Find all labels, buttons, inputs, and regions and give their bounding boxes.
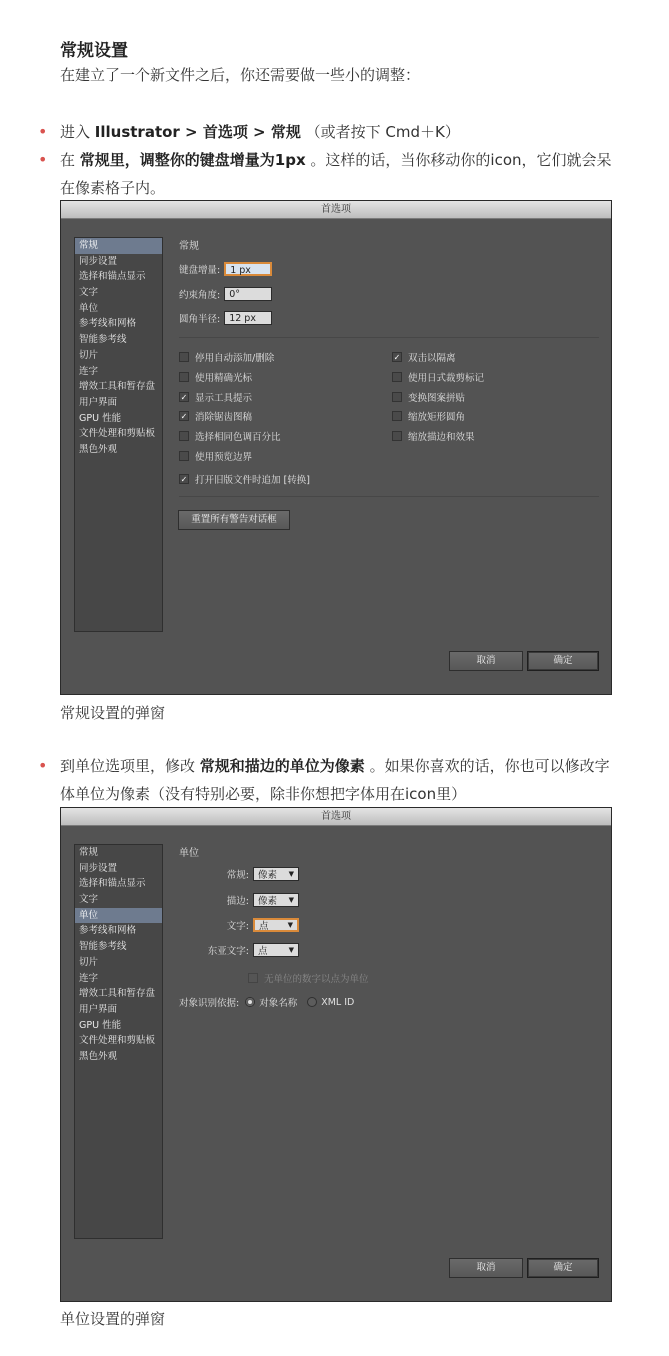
- sidebar-item-guides[interactable]: 参考线和网格: [79, 925, 137, 937]
- bullet-list-1: [38, 118, 618, 202]
- list-item: • 进入 Illustrator > 首选项 > 常规 （或者按下 Cmd＋K）: [38, 118, 618, 146]
- caption-units: 单位设置的弹窗: [60, 1310, 166, 1328]
- general-pane: [179, 237, 599, 260]
- sidebar-item-sync[interactable]: 同步设置: [79, 862, 118, 874]
- check-preview-bounds[interactable]: 使用预览边界: [179, 449, 252, 463]
- sidebar-item-ui[interactable]: 用户界面: [79, 1003, 118, 1015]
- check-anti-aliased[interactable]: ✓ 消除锯齿图稿: [180, 411, 253, 423]
- ok-button[interactable]: 确定: [527, 651, 599, 671]
- check-scale-corners[interactable]: 缩放矩形圆角: [392, 409, 465, 423]
- sidebar-item-black[interactable]: 黑色外观: [79, 443, 118, 455]
- check-scale-strokes[interactable]: 缩放描边和效果: [392, 429, 475, 443]
- sidebar-item-clipboard[interactable]: 文件处理和剪贴板: [79, 428, 156, 440]
- list-item: • 在 常规里，调整你的键盘增量为1px 。这样的话，当你移动你的icon，它们就会呆在像素格子内。: [38, 146, 618, 202]
- sidebar-item-guides[interactable]: 参考线和网格: [79, 318, 137, 330]
- list-item: • 到单位选项里，修改 常规和描边的单位为像素 。如果你喜欢的话，你也可以修改字体单位为像素（没有特别必要，除非你想把字体用在icon里）: [38, 752, 618, 808]
- sidebar-item-plugins[interactable]: 增效工具和暂存盘: [79, 988, 156, 1000]
- sidebar-item-general[interactable]: 常规: [75, 238, 162, 254]
- checkbox-icon: [392, 392, 402, 402]
- checkbox-icon: [179, 352, 189, 362]
- radio-xml-id[interactable]: [307, 997, 317, 1007]
- checkmark-icon: ✓: [180, 474, 188, 484]
- cancel-button[interactable]: 取消: [449, 1258, 523, 1278]
- checkbox-icon: [179, 451, 189, 461]
- sidebar-item-plugins[interactable]: 增效工具和暂存盘: [79, 381, 156, 393]
- checkbox-icon: [392, 372, 402, 382]
- preferences-sidebar: [74, 844, 163, 1239]
- dialog-title: 首选项: [61, 201, 611, 219]
- sidebar-item-selection[interactable]: 选择和锚点显示: [79, 271, 146, 283]
- divider: [179, 496, 599, 497]
- pane-heading: 常规: [179, 241, 199, 252]
- dropdown-arrow-icon: ▼: [288, 896, 294, 904]
- radio-object-name[interactable]: [245, 997, 255, 1007]
- corner-radius-input[interactable]: 12 px: [224, 311, 272, 325]
- pane-heading: 单位: [179, 848, 199, 859]
- sidebar-item-slices[interactable]: 切片: [79, 956, 99, 968]
- sidebar-item-hyphenation[interactable]: 连字: [79, 972, 99, 984]
- caption-general: 常规设置的弹窗: [60, 704, 166, 722]
- sidebar-item-ui[interactable]: 用户界面: [79, 396, 118, 408]
- field-label: 圆角半径:: [179, 314, 221, 325]
- units-type-select[interactable]: 点 ▼: [253, 918, 299, 932]
- constrain-angle-input[interactable]: 0°: [224, 287, 272, 301]
- bullet-dot-icon: •: [38, 150, 48, 169]
- constrain-angle-row: [179, 287, 272, 301]
- field-label: 描边:: [226, 896, 249, 907]
- dropdown-arrow-icon: ▼: [287, 921, 293, 929]
- check-double-click-isolate[interactable]: ✓ 双击以隔离: [393, 352, 456, 364]
- check-japanese-crop[interactable]: 使用日式裁剪标记: [392, 370, 484, 384]
- units-type-row: [201, 918, 299, 932]
- field-label: 约束角度:: [179, 290, 221, 301]
- object-identify-row: 对象识别依据: 对象名称 XML ID: [179, 996, 355, 1009]
- checkmark-icon: ✓: [393, 352, 401, 362]
- sidebar-item-gpu[interactable]: GPU 性能: [79, 1019, 122, 1031]
- sidebar-item-type[interactable]: 文字: [79, 287, 99, 299]
- corner-radius-row: [179, 311, 272, 325]
- check-disable-auto-add[interactable]: 停用自动添加/删除: [179, 350, 274, 364]
- sidebar-item-type[interactable]: 文字: [79, 894, 99, 906]
- sidebar-item-clipboard[interactable]: 文件处理和剪贴板: [79, 1035, 156, 1047]
- bullet-list-2: [38, 752, 618, 808]
- field-label: 键盘增量:: [179, 265, 221, 276]
- sidebar-item-gpu[interactable]: GPU 性能: [79, 412, 122, 424]
- bullet-dot-icon: •: [38, 122, 48, 141]
- ok-button[interactable]: 确定: [527, 1258, 599, 1278]
- field-label: 文字:: [226, 921, 249, 932]
- units-stroke-row: [201, 893, 299, 907]
- bullet-dot-icon: •: [38, 756, 48, 775]
- sidebar-item-sync[interactable]: 同步设置: [79, 255, 118, 267]
- sidebar-item-smart-guides[interactable]: 智能参考线: [79, 941, 127, 953]
- sidebar-item-smart-guides[interactable]: 智能参考线: [79, 334, 127, 346]
- check-same-tint[interactable]: 选择相同色调百分比: [179, 429, 281, 443]
- check-append-convert[interactable]: ✓ 打开旧版文件时追加 [转换]: [180, 474, 310, 486]
- sidebar-item-selection[interactable]: 选择和锚点显示: [79, 878, 146, 890]
- dropdown-arrow-icon: ▼: [288, 946, 294, 954]
- checkmark-icon: ✓: [180, 392, 188, 402]
- units-general-row: [201, 867, 299, 881]
- checkbox-icon: [179, 431, 189, 441]
- checkmark-icon: ✓: [180, 411, 188, 421]
- units-general-select[interactable]: 像素 ▼: [253, 867, 299, 881]
- sidebar-item-units[interactable]: 单位: [79, 302, 99, 314]
- field-label: 对象识别依据:: [179, 998, 240, 1009]
- sidebar-item-units[interactable]: 单位: [75, 908, 162, 924]
- check-precise-cursors[interactable]: 使用精确光标: [179, 370, 252, 384]
- dropdown-arrow-icon: ▼: [288, 870, 294, 878]
- sidebar-item-general[interactable]: 常规: [79, 847, 99, 858]
- preferences-dialog-units: [60, 807, 612, 1302]
- check-unitless-points[interactable]: 无单位的数字以点为单位: [248, 971, 369, 985]
- sidebar-item-slices[interactable]: 切片: [79, 349, 99, 361]
- dialog-title: 首选项: [61, 808, 611, 826]
- cancel-button[interactable]: 取消: [449, 651, 523, 671]
- checkbox-icon: [179, 372, 189, 382]
- sidebar-item-black[interactable]: 黑色外观: [79, 1050, 118, 1062]
- divider: [179, 337, 599, 338]
- keyboard-increment-input[interactable]: 1 px: [224, 262, 272, 276]
- sidebar-item-hyphenation[interactable]: 连字: [79, 365, 99, 377]
- reset-warnings-button[interactable]: 重置所有警告对话框: [178, 510, 290, 530]
- checkbox-icon: [392, 431, 402, 441]
- units-stroke-select[interactable]: 像素 ▼: [253, 893, 299, 907]
- check-transform-tiles[interactable]: 变换图案拼贴: [392, 390, 465, 404]
- check-show-tooltips[interactable]: ✓ 显示工具提示: [180, 392, 253, 404]
- keyboard-increment-row: [179, 262, 272, 276]
- units-asian-type-select[interactable]: 点 ▼: [253, 943, 299, 957]
- section-title: 常规设置: [60, 41, 128, 61]
- intro-text: 在建立了一个新文件之后，你还需要做一些小的调整：: [60, 66, 421, 84]
- preferences-sidebar: [74, 237, 163, 632]
- checkbox-icon: [248, 973, 258, 983]
- field-label: 常规:: [226, 870, 249, 881]
- checkbox-icon: [392, 411, 402, 421]
- units-pane: [179, 844, 599, 867]
- units-asian-type-row: [181, 943, 299, 957]
- preferences-dialog-general: [60, 200, 612, 695]
- field-label: 东亚文字:: [207, 946, 249, 957]
